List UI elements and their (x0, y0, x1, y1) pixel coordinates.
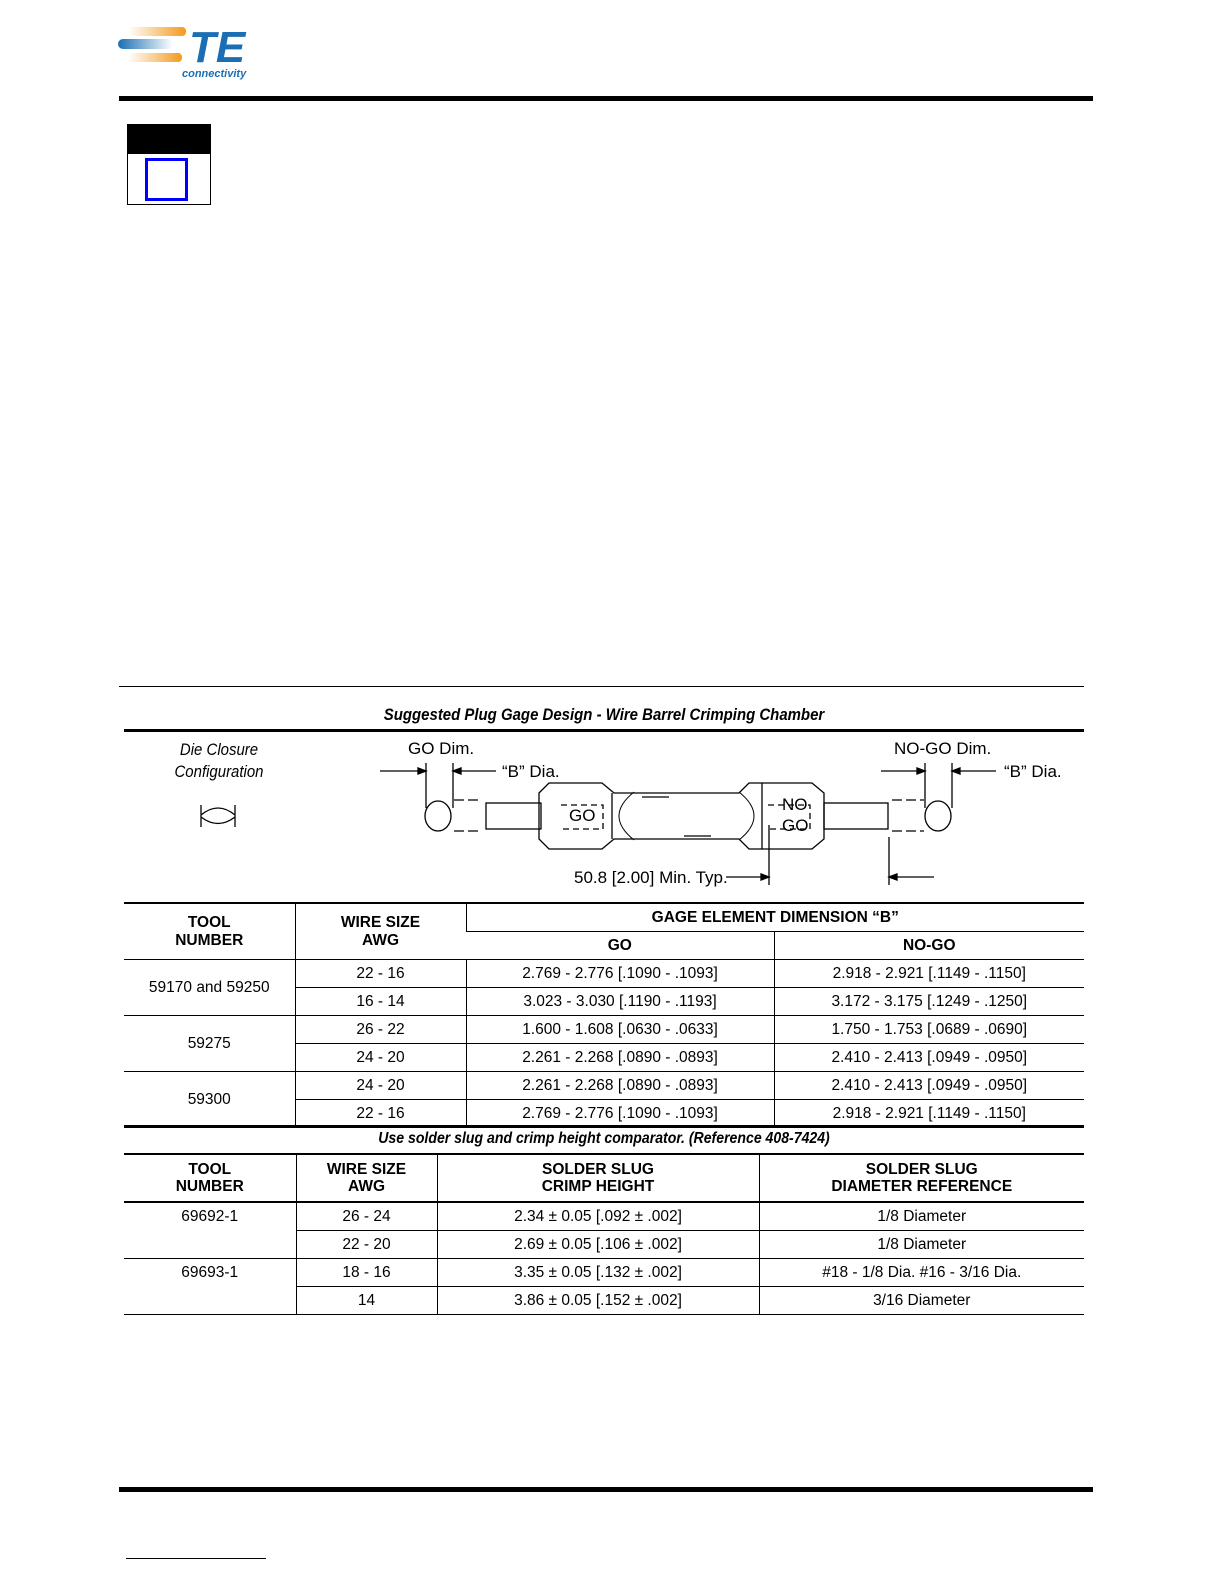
table-row: 69693-1 18 - 16 3.35 ± 0.05 [.132 ± .002] #18 - 1/8 Dia. #16 - 3/16 Dia. (124, 1259, 1084, 1287)
go-mark: GO (569, 806, 596, 825)
table-row: 69692-1 26 - 24 2.34 ± 0.05 [.092 ± .002] 1/8 Diameter (124, 1202, 1084, 1231)
table2-title: Use solder slug and crimp height comparator. (Reference 408-7424) (378, 1130, 830, 1147)
gage-dimension-table: TOOL NUMBER WIRE SIZE AWG GAGE ELEMENT DIMENSION “B” GO NO-GO 59170 and 59250 22 - 16 2.769 - 2.776 [.1090 - .1093] 2.918 - 2.921 [.1149 - .1150] 16 - 14 3.023 - 3.030 [.1190 - .1193] 3.172 - 3.175 [.1249 - .1250] 59275 26 - 22 1.600 - 1.608 [.0630 - .0633] 1.750 - 1.753 [.0689 - .0690] 24 - 20 2.261 - 2.268 [.0890 - .0893] 2.410 - 2.413 [.0949 - .0950] 59300 24 - 20 2.261 - 2.268 [.0890 - .0893] 2.410 - 2.413 [.0949 - .0950] 22 - 16 2.769 - 2.776 [.1090 - .1093] 2.918 - 2.921 [.1149 - .1150] (124, 902, 1084, 1127)
table-divider (124, 1125, 1084, 1128)
min-typ-label: 50.8 [2.00] Min. Typ. (574, 868, 728, 887)
nogo-mark-1: NO (782, 795, 808, 814)
marker-box-header (128, 125, 210, 154)
footer-rule (119, 1487, 1093, 1492)
section-rule (119, 686, 1084, 687)
table-row: 24 - 20 2.261 - 2.268 [.0890 - .0893] 2.410 - 2.413 [.0949 - .0950] (124, 1044, 1084, 1072)
nogo-dim-label: NO-GO Dim. (894, 739, 992, 758)
b-dia-left-label: “B” Dia. (502, 762, 560, 781)
te-logo-mark (116, 22, 266, 66)
table-row: 59300 24 - 20 2.261 - 2.268 [.0890 - .0893] 2.410 - 2.413 [.0949 - .0950] (124, 1072, 1084, 1100)
table-row: 59170 and 59250 22 - 16 2.769 - 2.776 [.1090 - .1093] 2.918 - 2.921 [.1149 - .1150] (124, 960, 1084, 988)
go-header: GO (466, 932, 774, 960)
blue-square (145, 158, 188, 201)
figure-rule (124, 729, 1084, 732)
logo-tagline: connectivity (182, 68, 247, 80)
die-closure-icon (201, 805, 235, 827)
table-row: 59275 26 - 22 1.600 - 1.608 [.0630 - .0633] 1.750 - 1.753 [.0689 - .0690] (124, 1016, 1084, 1044)
figure-title: Suggested Plug Gage Design - Wire Barrel Crimping Chamber (383, 705, 825, 724)
te-logo (116, 22, 266, 84)
nogo-header: NO-GO (774, 932, 1084, 960)
header-rule (119, 96, 1093, 101)
table-row: 22 - 20 2.69 ± 0.05 [.106 ± .002] 1/8 Diameter (124, 1231, 1084, 1259)
table-row: 14 3.86 ± 0.05 [.152 ± .002] 3/16 Diameter (124, 1287, 1084, 1315)
table-row: 22 - 16 2.769 - 2.776 [.1090 - .1093] 2.918 - 2.921 [.1149 - .1150] (124, 1100, 1084, 1128)
gage-diagram (124, 735, 1084, 900)
b-dia-right-label: “B” Dia. (1004, 762, 1062, 781)
table-row: 16 - 14 3.023 - 3.030 [.1190 - .1193] 3.172 - 3.175 [.1249 - .1250] (124, 988, 1084, 1016)
footnote-rule (126, 1558, 266, 1559)
nogo-mark-2: GO (782, 816, 809, 835)
go-dim-label: GO Dim. (408, 739, 475, 758)
solder-slug-table: TOOL NUMBER WIRE SIZE AWG SOLDER SLUG CRIMP HEIGHT SOLDER SLUG DIAMETER REFERENCE 69692-1 26 - 24 2.34 ± 0.05 [.092 ± .002] 1/8 Diameter 22 - 20 2.69 ± 0.05 [.106 ± .002] 1/8 Diameter 69693-1 18 - 16 3.35 ± 0.05 [.132 ± .002] #18 - 1/8 Dia. #16 - 3/16 Dia. 14 3.86 ± 0.05 [.152 ± .002] 3/16 Diameter (124, 1153, 1084, 1315)
marker-box (127, 124, 211, 205)
gage-header: GAGE ELEMENT DIMENSION “B” (466, 903, 1084, 932)
die-closure-label: Die Closure Configuration (174, 740, 264, 781)
svg-text:TE: TE (189, 23, 246, 66)
